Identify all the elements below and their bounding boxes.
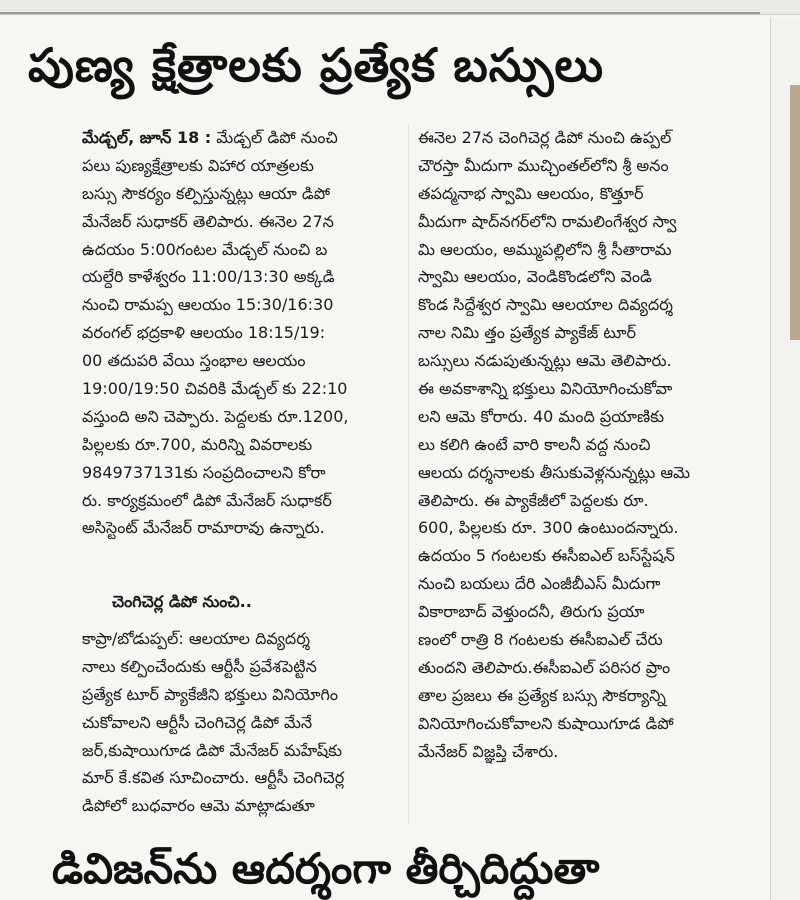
- body-line: మేనేజర్ సుధాకర్ తెలిపారు. ఈనెల 27న: [82, 211, 334, 231]
- next-article-headline: డివిజన్‌ను ఆదర్శంగా తీర్చిదిద్దుతా: [52, 844, 600, 893]
- body-line: కాప్రా/బోడుప్పల్: ఆలయాల దివ్యదర్శ: [82, 629, 310, 648]
- body-line: అసిస్టెంట్ మేనేజర్ రామారావు ఉన్నారు.: [82, 518, 325, 538]
- left-column-continued: [82, 625, 400, 820]
- right-column: [418, 124, 766, 765]
- body-line: డిపోలో బుధవారం ఆమె మాట్లాడుతూ: [82, 796, 315, 816]
- body-line: పలు పుణ్యక్షేత్రాలకు విహార యాత్రలకు: [82, 155, 314, 175]
- body-line: మేడ్చల్ డిపో నుంచి: [216, 128, 338, 147]
- body-line: బస్సు సౌకర్యం కల్పిస్తున్నట్లు ఆయా డిపో: [82, 183, 331, 203]
- body-line: నుంచి బయలు దేరి ఎంజీబీఎస్ మీదుగా: [418, 574, 661, 594]
- top-divider: [0, 12, 760, 14]
- body-line: మి ఆలయం, అమ్ముపల్లిలోని శ్రీ సీతారామ: [418, 239, 672, 259]
- body-line: ప్రత్యేక టూర్ ప్యాకేజీని భక్తులు వినియోగిం: [82, 684, 338, 704]
- body-line: చౌరస్తా మీదుగా ముచ్చింతల్‌లోని శ్రీ అనం: [418, 155, 669, 175]
- body-line: స్వామి ఆలయం, వెండికొండలోని వెండి: [418, 267, 652, 287]
- body-line: చుకోవాలని ఆర్టీసీ చెంగిచెర్ల డిపో మేనే: [82, 712, 313, 732]
- body-line: లు కలిగి ఉంటే వారి కాలనీ వద్ద నుంచి: [418, 434, 651, 454]
- body-line: నాలు కల్పించేందుకు ఆర్టీసీ ప్రవేశపెట్టిన: [82, 656, 317, 676]
- dateline: మేడ్చల్, జూన్ 18 :: [82, 128, 212, 147]
- body-line: తపద్మనాభ స్వామి ఆలయం, కొత్తూర్: [418, 183, 644, 203]
- body-line: తెలిపారు. ఈ ప్యాకేజీలో పెద్దలకు రూ.: [418, 490, 649, 510]
- body-line: మీదుగా షాద్‌నగర్‌లోని రామలింగేశ్వర స్వా: [418, 211, 677, 231]
- body-line: తుందని తెలిపారు.ఈసీఐఎల్ పరిసర ప్రాం: [418, 657, 671, 677]
- body-line: వరంగల్ భద్రకాళి ఆలయం 18:15/19:: [82, 323, 326, 343]
- body-line: వినియోగించుకోవాలని కుషాయిగూడ డిపో: [418, 713, 674, 733]
- body-line: పిల్లలకు రూ.700, మరిన్ని వివరాలకు: [82, 434, 313, 454]
- body-line: రు. కార్యక్రమంలో డిపో మేనేజర్ సుధాకర్: [82, 490, 332, 510]
- body-line: వికారాబాద్ వెళ్తుందనీ, తిరుగు ప్రయా: [418, 602, 645, 622]
- body-line: 00 తదుపరి వేయి స్తంభాల ఆలయం: [82, 351, 306, 371]
- body-line: తాల ప్రజలు ఈ ప్రత్యేక బస్సు సౌకర్యాన్ని: [418, 685, 666, 705]
- body-line: 19:00/19:50 చివరికి మేడ్చల్ కు 22:10: [82, 379, 348, 399]
- subhead-block: [112, 588, 412, 616]
- subheading: చెంగిచెర్ల డిపో నుంచి..: [112, 592, 252, 611]
- body-line: మేనేజర్ విజ్ఞప్తి చేశారు.: [418, 741, 559, 761]
- body-line: ణంలో రాత్రి 8 గంటలకు ఈసీఐఎల్ చేరు: [418, 630, 663, 650]
- body-line: నుంచి రామప్ప ఆలయం 15:30/16:30: [82, 295, 334, 315]
- body-line: ఈ అవకాశాన్ని భక్తులు వినియోగించుకోవా: [418, 379, 673, 399]
- article-headline: పుణ్య క్షేత్రాలకు ప్రత్యేక బస్సులు: [28, 38, 605, 92]
- body-line: ఉదయం 5:00గంటల మేడ్చల్ నుంచి బ: [82, 239, 328, 259]
- body-line: వస్తుంది అని చెప్పారు. పెద్దలకు రూ.1200,: [82, 406, 349, 426]
- body-line: ఈనెల 27న చెంగిచెర్ల డిపో నుంచి ఉప్పల్: [418, 128, 672, 147]
- dateline-line: [82, 124, 400, 152]
- body-line: ఉదయం 5 గంటలకు ఈసీఐఎల్ బస్‌స్టేషన్: [418, 546, 675, 566]
- body-line: కొండ సిద్దేశ్వర స్వామి ఆలయాల దివ్యదర్శ: [418, 295, 673, 315]
- body-line: బస్సులు నడుపుతున్నట్లు ఆమె తెలిపారు.: [418, 351, 672, 371]
- body-line: ఆలయ దర్శనాలకు తీసుకువెళ్లనున్నట్లు ఆమె: [418, 462, 691, 482]
- body-line: 600, పిల్లలకు రూ. 300 ఉంటుందన్నారు.: [418, 518, 679, 538]
- body-line: 9849737131కు సంప్రదించాలని కోరా: [82, 462, 326, 482]
- body-line: మార్ కే.కవిత సూచించారు. ఆర్టీసీ చెంగిచెర్ల: [82, 768, 345, 788]
- column-divider: [408, 124, 409, 824]
- body-line: జర్,కుషాయిగూడ డిపో మేనేజర్ మహేష్‌కు: [82, 740, 343, 760]
- left-column: [82, 124, 400, 542]
- adjacent-photo-edge: [790, 85, 800, 340]
- body-line: లని ఆమె కోరారు. 40 మంది ప్రయాణికు: [418, 406, 665, 426]
- body-line: యల్దేరి కాళేశ్వరం 11:00/13:30 అక్కడి: [82, 267, 335, 287]
- body-line: నాల నిమి త్తం ప్రత్యేక ప్యాకేజ్ టూర్: [418, 323, 636, 343]
